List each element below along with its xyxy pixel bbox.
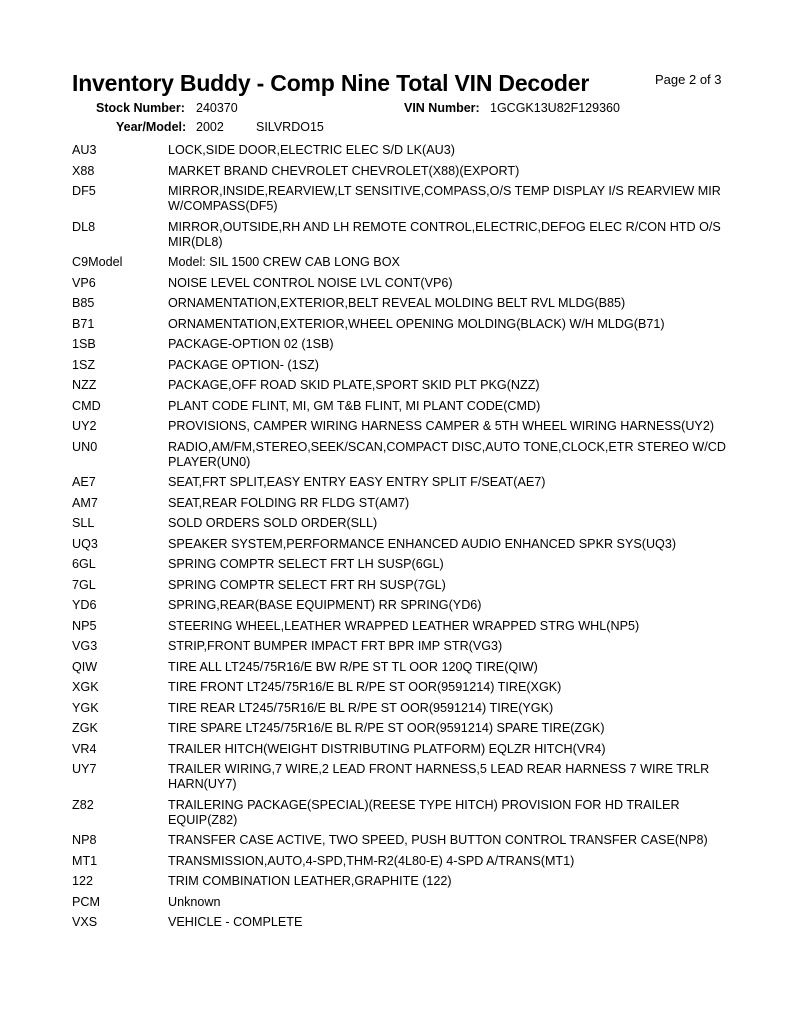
option-code: 6GL xyxy=(72,557,96,571)
option-code: C9Model xyxy=(72,255,123,269)
option-row xyxy=(72,742,742,757)
option-code: DF5 xyxy=(72,184,96,198)
year-value: 2002 xyxy=(196,120,224,134)
option-code: CMD xyxy=(72,398,101,413)
option-row xyxy=(72,516,742,531)
vin-number-label: VIN Number: xyxy=(404,101,480,115)
option-row xyxy=(72,915,742,930)
option-description: STEERING WHEEL,LEATHER WRAPPED LEATHER WRAPPED STRG WHL(NP5) xyxy=(168,618,640,633)
option-description: PROVISIONS, CAMPER WIRING HARNESS CAMPER & 5TH WHEEL WIRING HARNESS(UY2) xyxy=(168,419,715,433)
option-code: 7GL xyxy=(72,577,96,592)
option-description: TRANSFER CASE ACTIVE, TWO SPEED, PUSH BUTTON CONTROL TRANSFER CASE(NP8) xyxy=(168,833,708,847)
option-description: SPRING,REAR(BASE EQUIPMENT) RR SPRING(YD6) xyxy=(168,598,482,612)
option-description: STRIP,FRONT BUMPER IMPACT FRT BPR IMP STR(VG3) xyxy=(168,639,503,653)
year-model-label: Year/Model: xyxy=(116,120,187,134)
option-row xyxy=(72,578,742,593)
option-code: QIW xyxy=(72,659,98,674)
option-description: Model: SIL 1500 CREW CAB LONG BOX xyxy=(168,255,400,269)
option-row xyxy=(72,440,742,470)
option-row xyxy=(72,537,742,552)
option-code: ZGK xyxy=(72,721,98,735)
option-code: UN0 xyxy=(72,439,98,454)
option-description: TIRE REAR LT245/75R16/E BL R/PE ST OOR(9591214) TIRE(YGK) xyxy=(168,700,554,715)
option-description: SPRING COMPTR SELECT FRT LH SUSP(6GL) xyxy=(168,557,444,571)
option-row xyxy=(72,358,742,373)
option-code: AM7 xyxy=(72,495,98,510)
option-code: B71 xyxy=(72,316,95,331)
option-row xyxy=(72,419,742,434)
document-title: Inventory Buddy - Comp Nine Total VIN Decoder xyxy=(72,70,590,96)
option-row xyxy=(72,143,742,158)
option-row xyxy=(72,833,742,848)
option-code: VXS xyxy=(72,915,98,929)
option-row xyxy=(72,337,742,352)
option-description: TRANSMISSION,AUTO,4-SPD,THM-R2(4L80-E) 4-SPD A/TRANS(MT1) xyxy=(168,853,575,868)
option-description: TIRE SPARE LT245/75R16/E BL R/PE ST OOR(9591214) SPARE TIRE(ZGK) xyxy=(168,721,605,735)
stock-number-label: Stock Number: xyxy=(96,101,185,115)
option-code: XGK xyxy=(72,680,99,694)
option-description: RADIO,AM/FM,STEREO,SEEK/SCAN,COMPACT DISC,AUTO TONE,CLOCK,ETR STEREO W/CD PLAYER(UN0) xyxy=(168,439,726,469)
option-code: NZZ xyxy=(72,378,97,392)
option-row xyxy=(72,317,742,332)
option-row xyxy=(72,701,742,716)
option-code: VG3 xyxy=(72,639,98,653)
option-code: VR4 xyxy=(72,741,97,756)
option-code-list xyxy=(72,143,742,936)
option-row xyxy=(72,762,742,792)
model-value: SILVRDO15 xyxy=(256,120,324,134)
option-row xyxy=(72,619,742,634)
option-description: PACKAGE,OFF ROAD SKID PLATE,SPORT SKID PLT PKG(NZZ) xyxy=(168,378,540,392)
option-row xyxy=(72,798,742,828)
option-description: LOCK,SIDE DOOR,ELECTRIC ELEC S/D LK(AU3) xyxy=(168,143,455,157)
option-code: UQ3 xyxy=(72,536,98,551)
option-code: YGK xyxy=(72,700,99,715)
option-row xyxy=(72,378,742,393)
option-row xyxy=(72,854,742,869)
option-code: SLL xyxy=(72,516,95,530)
vin-number-value: 1GCGK13U82F129360 xyxy=(490,101,620,115)
stock-number-value: 240370 xyxy=(196,101,238,115)
option-row xyxy=(72,598,742,613)
option-row xyxy=(72,255,742,270)
option-code: B85 xyxy=(72,296,95,310)
option-code: NP8 xyxy=(72,833,97,847)
option-code: PCM xyxy=(72,894,100,909)
option-code: Z82 xyxy=(72,797,94,812)
option-code: NP5 xyxy=(72,618,97,633)
option-description: Unknown xyxy=(168,894,221,909)
option-description: TIRE ALL LT245/75R16/E BW R/PE ST TL OOR 120Q TIRE(QIW) xyxy=(168,659,538,674)
option-code: UY2 xyxy=(72,419,97,433)
option-description: PACKAGE-OPTION 02 (1SB) xyxy=(168,337,334,351)
option-description: TRAILER WIRING,7 WIRE,2 LEAD FRONT HARNESS,5 LEAD REAR HARNESS 7 WIRE TRLR HARN(UY7) xyxy=(168,762,710,791)
option-code: DL8 xyxy=(72,219,96,234)
page-number: Page 2 of 3 xyxy=(655,72,722,87)
option-description: SPEAKER SYSTEM,PERFORMANCE ENHANCED AUDIO ENHANCED SPKR SYS(UQ3) xyxy=(168,536,677,551)
option-code: AU3 xyxy=(72,143,97,157)
option-row xyxy=(72,660,742,675)
option-description: ORNAMENTATION,EXTERIOR,BELT REVEAL MOLDING BELT RVL MLDG(B85) xyxy=(168,296,626,310)
option-description: SOLD ORDERS SOLD ORDER(SLL) xyxy=(168,516,378,530)
option-row xyxy=(72,874,742,889)
option-row xyxy=(72,220,742,250)
option-row xyxy=(72,276,742,291)
option-description: TRAILERING PACKAGE(SPECIAL)(REESE TYPE HITCH) PROVISION FOR HD TRAILER EQUIP(Z82) xyxy=(168,797,680,827)
option-description: NOISE LEVEL CONTROL NOISE LVL CONT(VP6) xyxy=(168,275,453,290)
option-description: PACKAGE OPTION- (1SZ) xyxy=(168,357,319,372)
option-row xyxy=(72,399,742,414)
option-row xyxy=(72,721,742,736)
option-row xyxy=(72,496,742,511)
option-description: ORNAMENTATION,EXTERIOR,WHEEL OPENING MOLDING(BLACK) W/H MLDG(B71) xyxy=(168,316,665,331)
option-row xyxy=(72,164,742,179)
option-description: VEHICLE - COMPLETE xyxy=(168,915,303,929)
option-code: AE7 xyxy=(72,475,96,489)
option-code: VP6 xyxy=(72,275,96,290)
option-description: TRAILER HITCH(WEIGHT DISTRIBUTING PLATFORM) EQLZR HITCH(VR4) xyxy=(168,741,606,756)
option-code: YD6 xyxy=(72,598,97,612)
option-code: MT1 xyxy=(72,853,98,868)
option-row xyxy=(72,639,742,654)
option-description: PLANT CODE FLINT, MI, GM T&B FLINT, MI PLANT CODE(CMD) xyxy=(168,398,541,413)
option-description: TIRE FRONT LT245/75R16/E BL R/PE ST OOR(9591214) TIRE(XGK) xyxy=(168,680,562,694)
option-row xyxy=(72,475,742,490)
option-code: 1SZ xyxy=(72,357,96,372)
option-description: MIRROR,OUTSIDE,RH AND LH REMOTE CONTROL,ELECTRIC,DEFOG ELEC R/CON HTD O/S MIR(DL8) xyxy=(168,219,721,249)
option-code: UY7 xyxy=(72,762,97,776)
option-code: 1SB xyxy=(72,337,96,351)
option-code: 122 xyxy=(72,874,94,888)
option-row xyxy=(72,680,742,695)
option-description: MIRROR,INSIDE,REARVIEW,LT SENSITIVE,COMPASS,O/S TEMP DISPLAY I/S REARVIEW MIR W/COMPASS(DF5) xyxy=(168,184,721,213)
option-code: X88 xyxy=(72,163,95,178)
option-description: SPRING COMPTR SELECT FRT RH SUSP(7GL) xyxy=(168,577,446,592)
option-description: TRIM COMBINATION LEATHER,GRAPHITE (122) xyxy=(168,874,452,888)
option-row xyxy=(72,296,742,311)
option-description: SEAT,REAR FOLDING RR FLDG ST(AM7) xyxy=(168,495,410,510)
option-description: SEAT,FRT SPLIT,EASY ENTRY EASY ENTRY SPLIT F/SEAT(AE7) xyxy=(168,475,546,489)
option-description: MARKET BRAND CHEVROLET CHEVROLET(X88)(EXPORT) xyxy=(168,163,520,178)
option-row xyxy=(72,184,742,214)
option-row xyxy=(72,557,742,572)
option-row xyxy=(72,895,742,910)
